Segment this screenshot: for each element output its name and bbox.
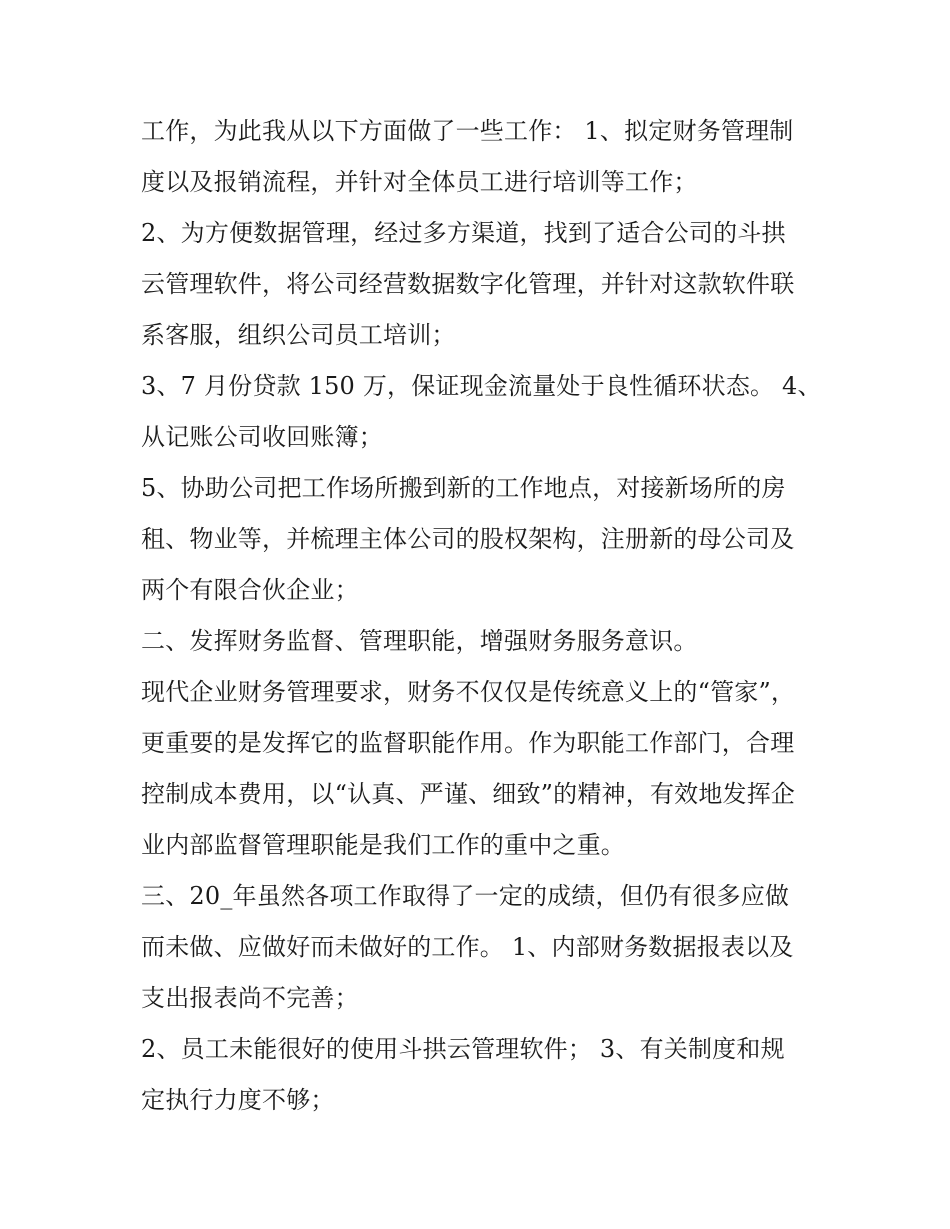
- text-line: 度以及报销流程，并针对全体员工进行培训等工作；: [141, 168, 698, 196]
- text-line: 定执行力度不够；: [141, 1086, 335, 1114]
- section-heading: 三、20_年虽然各项工作取得了一定的成绩，但仍有很多应做: [141, 882, 790, 910]
- section-heading: 二、发挥财务监督、管理职能，增强财务服务意识。: [141, 627, 698, 655]
- text-line: 2、为方便数据管理，经过多方渠道，找到了适合公司的斗拱: [141, 219, 786, 247]
- text-line: 租、物业等，并梳理主体公司的股权架构，注册新的母公司及: [141, 525, 795, 553]
- text-line: 而未做、应做好而未做好的工作。 1、内部财务数据报表以及: [141, 933, 794, 961]
- text-line: 云管理软件，将公司经营数据数字化管理，并针对这款软件联: [141, 270, 795, 298]
- text-line: 从记账公司收回账簿；: [141, 423, 383, 451]
- text-line: 2、员工未能很好的使用斗拱云管理软件； 3、有关制度和规: [141, 1035, 785, 1063]
- text-line: 业内部监督管理职能是我们工作的重中之重。: [141, 831, 625, 859]
- text-line: 支出报表尚不完善；: [141, 984, 359, 1012]
- text-line: 工作，为此我从以下方面做了一些工作： 1、拟定财务管理制: [141, 117, 794, 145]
- document-body: [141, 106, 821, 1126]
- text-line: 两个有限合伙企业；: [141, 576, 359, 604]
- text-line: 更重要的是发挥它的监督职能作用。作为职能工作部门，合理: [141, 729, 795, 757]
- text-line: 控制成本费用，以“认真、严谨、细致”的精神，有效地发挥企: [141, 780, 796, 808]
- text-line: 现代企业财务管理要求，财务不仅仅是传统意义上的“管家”，: [141, 678, 796, 706]
- text-line: 5、协助公司把工作场所搬到新的工作地点，对接新场所的房: [141, 474, 786, 502]
- text-line: 3、7 月份贷款 150 万，保证现金流量处于良性循环状态。 4、: [141, 372, 822, 400]
- text-line: 系客服，组织公司员工培训；: [141, 321, 456, 349]
